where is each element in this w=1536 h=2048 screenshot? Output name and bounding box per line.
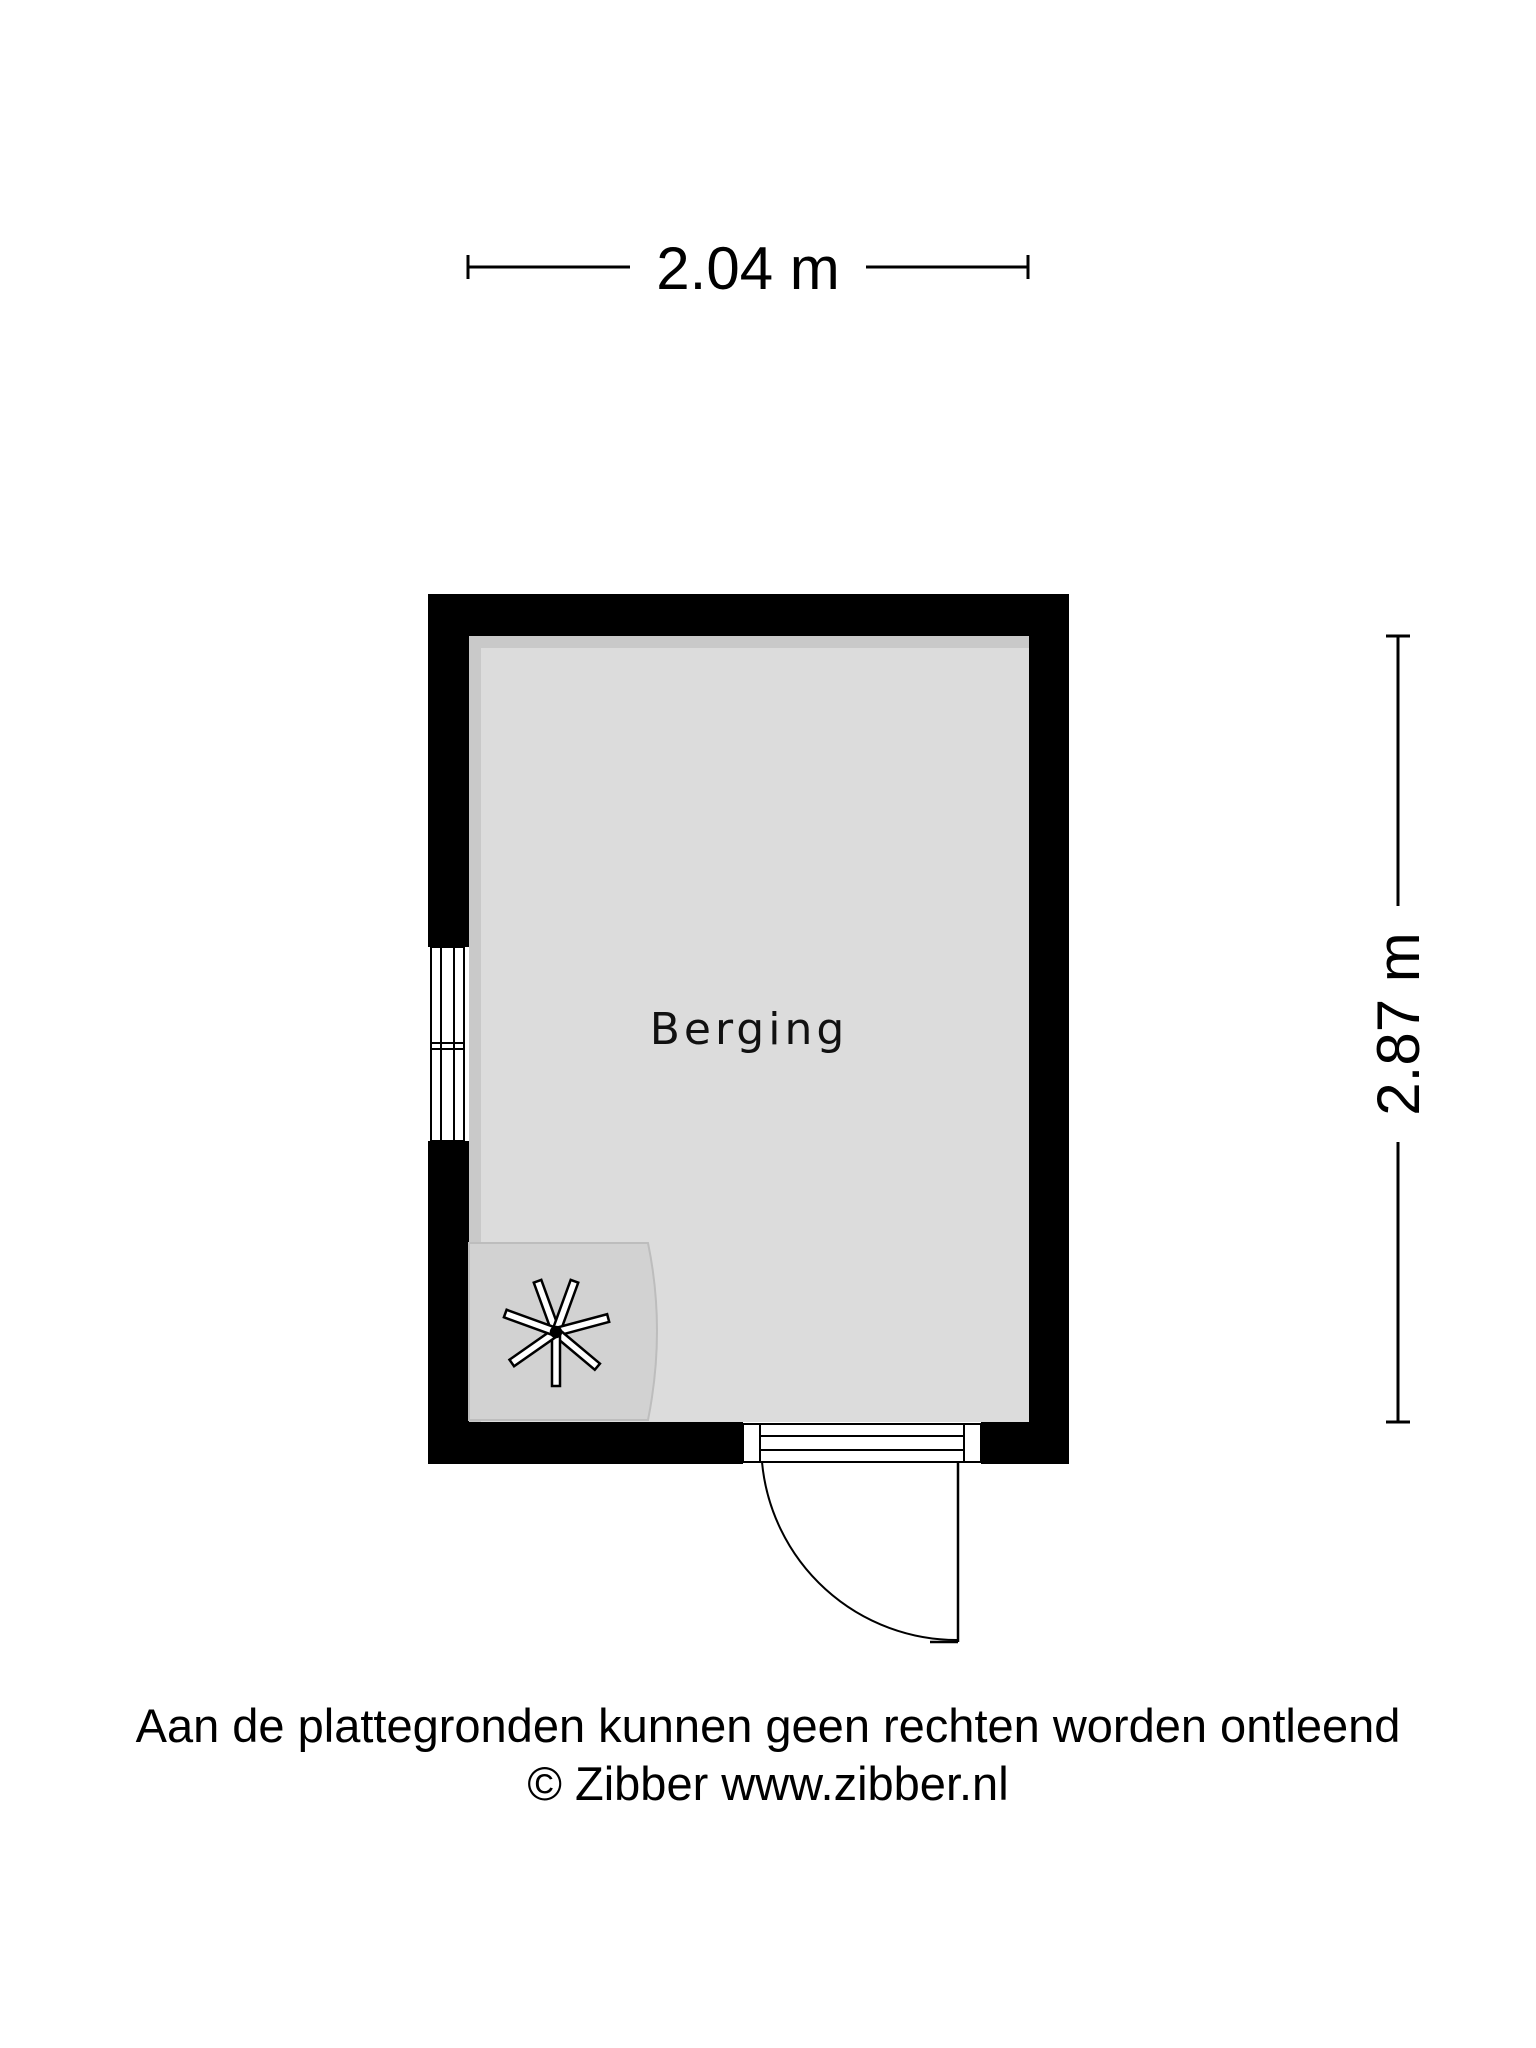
door-icon — [743, 1424, 981, 1642]
room-label: Berging — [649, 1004, 849, 1055]
disclaimer-text: Aan de plattegronden kunnen geen rechten worden ontleend — [135, 1699, 1401, 1752]
copyright-text: © Zibber www.zibber.nl — [527, 1757, 1009, 1810]
width-dimension — [468, 235, 1028, 302]
height-dimension — [1365, 636, 1432, 1422]
height-dimension-label: 2.87 m — [1365, 932, 1432, 1116]
width-dimension-label: 2.04 m — [656, 235, 840, 302]
boiler-icon — [469, 1243, 657, 1420]
window-icon — [431, 947, 464, 1141]
